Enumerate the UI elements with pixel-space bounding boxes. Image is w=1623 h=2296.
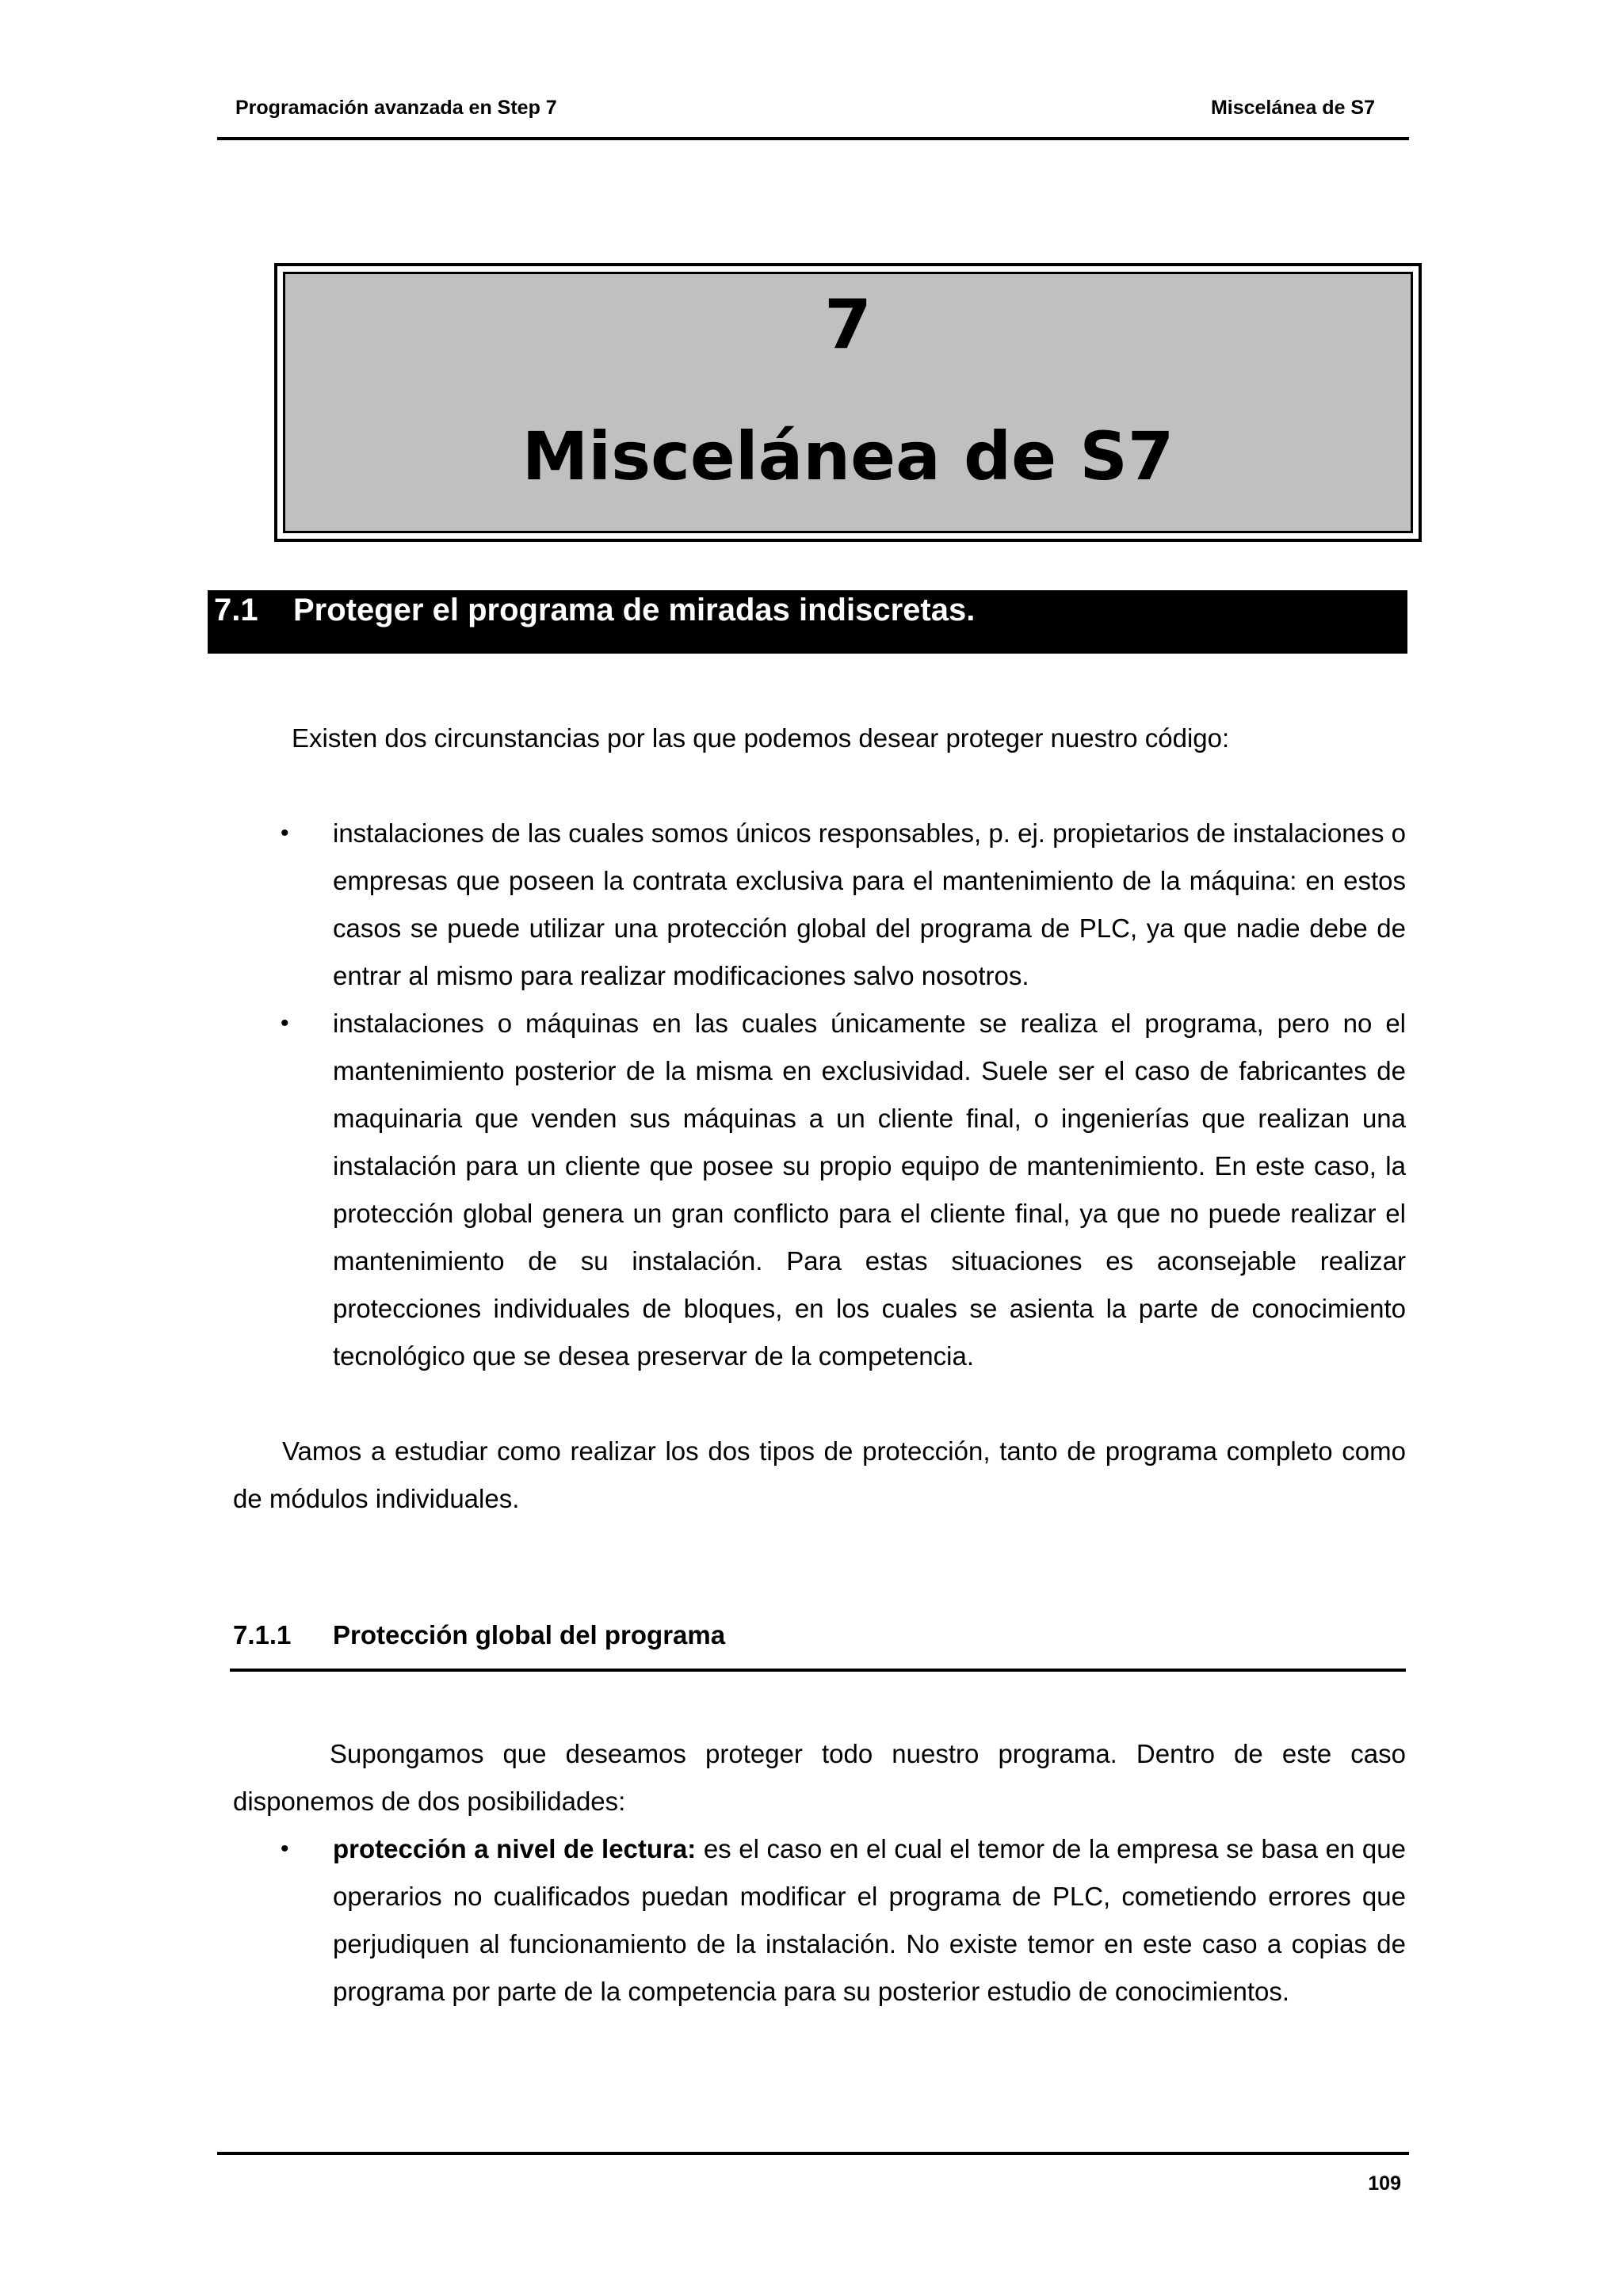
section-title: Proteger el programa de miradas indiscretas. [293,593,976,627]
subsection-number: 7.1.1 [233,1620,292,1650]
header-rule [217,137,1409,140]
subsection-rule [230,1669,1406,1672]
subsection-title: Protección global del programa [333,1620,726,1650]
section-number: 7.1 [214,593,258,627]
bullet-item [333,1825,1406,2016]
bullet-term: protección a nivel de lectura: [333,1834,697,1863]
body-paragraph: Supongamos que deseamos proteger todo nuestro programa. Dentro de este caso disponemos de dos posibilidades: [233,1739,1406,1816]
bullet-item: instalaciones o máquinas en las cuales únicamente se realiza el programa, pero no el mantenimiento posterior de la misma en exclusividad. Suele ser el caso de fabricantes de maquinaria que venden sus máquinas a un cliente final, o ingenierías que realizan una instalación para un cliente que posee su propio equipo de mantenimiento. En este caso, la protección global genera un gran conflicto para el cliente final, ya que no puede realizar el mantenimiento de su instalación. Para estas situaciones es aconsejable realizar protecciones individuales de bloques, en los cuales se asienta la parte de conocimiento tecnológico que se desea preservar de la competencia. [333,1009,1406,1371]
bullet-marker: • [281,1010,289,1036]
chapter-title: Miscelánea de S7 [521,418,1174,495]
chapter-title-box [274,263,1422,542]
footer-rule [217,2152,1409,2155]
body-paragraph: Vamos a estudiar como realizar los dos tipos de protección, tanto de programa completo como de módulos individuales. [233,1436,1406,1513]
header-book-title: Programación avanzada en Step 7 [235,97,557,119]
page-number: 109 [1368,2172,1401,2195]
bullet-marker: • [281,1836,289,1862]
bullet-item: instalaciones de las cuales somos únicos responsables, p. ej. propietarios de instalaciones o empresas que poseen la contrata exclusiva para el mantenimiento de la máquina: en estos casos se puede utilizar una protección global del programa de PLC, ya que nadie debe de entrar al mismo para realizar modificaciones salvo nosotros. [333,818,1406,990]
intro-paragraph: Existen dos circunstancias por las que podemos desear proteger nuestro código: [292,723,1230,753]
section-heading [208,590,1407,654]
header-chapter-title: Miscelánea de S7 [1210,97,1375,119]
chapter-title-panel [283,272,1413,533]
bullet-marker: • [281,820,289,846]
bullet-text: es el caso en el cual el temor de la empresa se basa en que operarios no cualificados puedan modificar el programa de PLC, cometiendo errores que perjudiquen al funcionamiento de la instalación. No existe temor en este caso a copias de programa por parte de la competencia para su posterior estudio de conocimientos. [333,1834,1406,2006]
chapter-number: 7 [824,285,872,364]
running-header [235,97,1375,122]
